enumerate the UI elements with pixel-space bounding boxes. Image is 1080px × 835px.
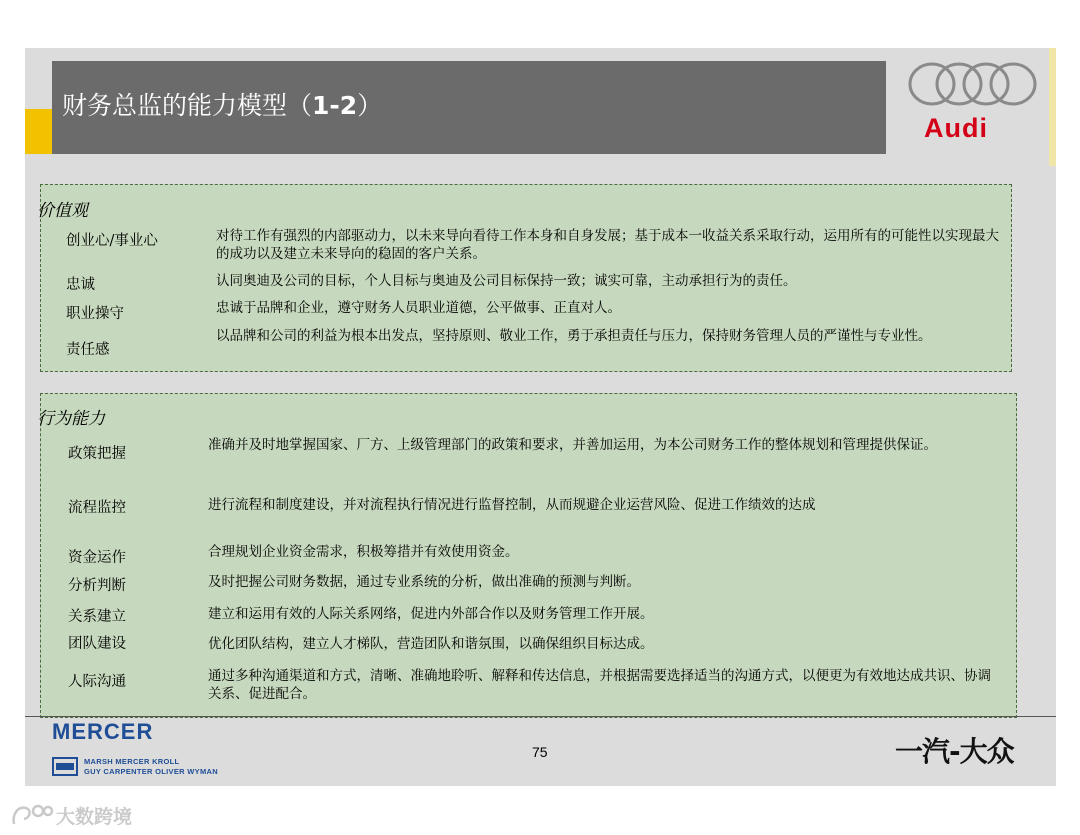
behavior-label-analysis: 分析判断 — [68, 578, 126, 594]
value-label-ethics: 职业操守 — [66, 306, 124, 322]
value-label-entrepreneurship: 创业心/事业心 — [66, 233, 158, 249]
audi-wordmark: Audi — [924, 113, 988, 143]
value-label-loyalty: 忠诚 — [66, 277, 95, 293]
behavior-desc-relationship: 建立和运用有效的人际关系网络，促进内外部合作以及财务管理工作开展。 — [208, 606, 654, 622]
behavior-label-policy: 政策把握 — [68, 446, 126, 462]
behavior-label-process: 流程监控 — [68, 500, 126, 516]
slide-edge-strip — [1049, 48, 1056, 166]
value-desc-responsibility: 以品牌和公司的利益为根本出发点，坚持原则、敬业工作，勇于承担责任与压力，保持财务管理人员的严谨性与专业性。 — [216, 328, 932, 344]
page-number: 75 — [532, 744, 548, 760]
mmc-logo-mark — [56, 763, 74, 770]
behavior-label-communication: 人际沟通 — [68, 674, 126, 690]
faw-volkswagen-logo: 一汽-大众 — [895, 735, 1014, 768]
behavior-desc-communication: 通过多种沟通渠道和方式，清晰、准确地聆听、解释和传达信息，并根据需要选择适当的沟通方式，以便更为有效地达成共识、协调关系、促进配合。 — [208, 668, 991, 702]
values-section-title: 价值观 — [37, 201, 88, 221]
behavior-desc-analysis: 及时把握公司财务数据，通过专业系统的分析，做出准确的预测与判断。 — [208, 574, 640, 590]
behavior-section-title: 行为能力 — [37, 409, 105, 429]
behavior-desc-process: 进行流程和制度建设，并对流程执行情况进行监督控制，从而规避企业运营风险、促进工作绩效的达成 — [208, 497, 816, 513]
behavior-desc-funds: 合理规划企业资金需求，积极筹措并有效使用资金。 — [208, 544, 519, 560]
mmc-companies-line1: MARSH MERCER KROLL — [84, 757, 180, 766]
footer-divider — [25, 716, 1056, 717]
behavior-desc-team: 优化团队结构，建立人才梯队，营造团队和谐氛围，以确保组织目标达成。 — [208, 636, 654, 652]
value-desc-loyalty: 认同奥迪及公司的目标，个人目标与奥迪及公司目标保持一致；诚实可靠，主动承担行为的责任。 — [216, 273, 797, 289]
behavior-label-team: 团队建设 — [68, 636, 126, 652]
behavior-label-funds: 资金运作 — [68, 550, 126, 566]
mercer-logo: MERCER — [52, 719, 154, 744]
value-label-responsibility: 责任感 — [66, 342, 110, 358]
title-accent — [25, 109, 52, 154]
title-prefix: 财务总监的能力模型（ — [62, 91, 313, 120]
value-desc-ethics: 忠诚于品牌和企业，遵守财务人员职业道德，公平做事、正直对人。 — [216, 300, 621, 316]
title-number: 1-2 — [312, 91, 358, 120]
watermark-text: 大数跨境 — [56, 806, 133, 828]
value-desc-entrepreneurship: 对待工作有强烈的内部驱动力，以未来导向看待工作本身和自身发展；基于成本一收益关系采取行动，运用所有的可能性以实现最大的成功以及建立未来导向的稳固的客户关系。 — [216, 228, 999, 262]
page-title — [62, 86, 382, 122]
mmc-companies-line2: GUY CARPENTER OLIVER WYMAN — [84, 767, 218, 776]
title-suffix: ） — [357, 91, 383, 120]
behavior-label-relationship: 关系建立 — [68, 609, 126, 625]
behavior-desc-policy: 准确并及时地掌握国家、厂方、上级管理部门的政策和要求，并善加运用，为本公司财务工作的整体规划和管理提供保证。 — [208, 437, 937, 453]
watermark-icon — [10, 802, 54, 828]
